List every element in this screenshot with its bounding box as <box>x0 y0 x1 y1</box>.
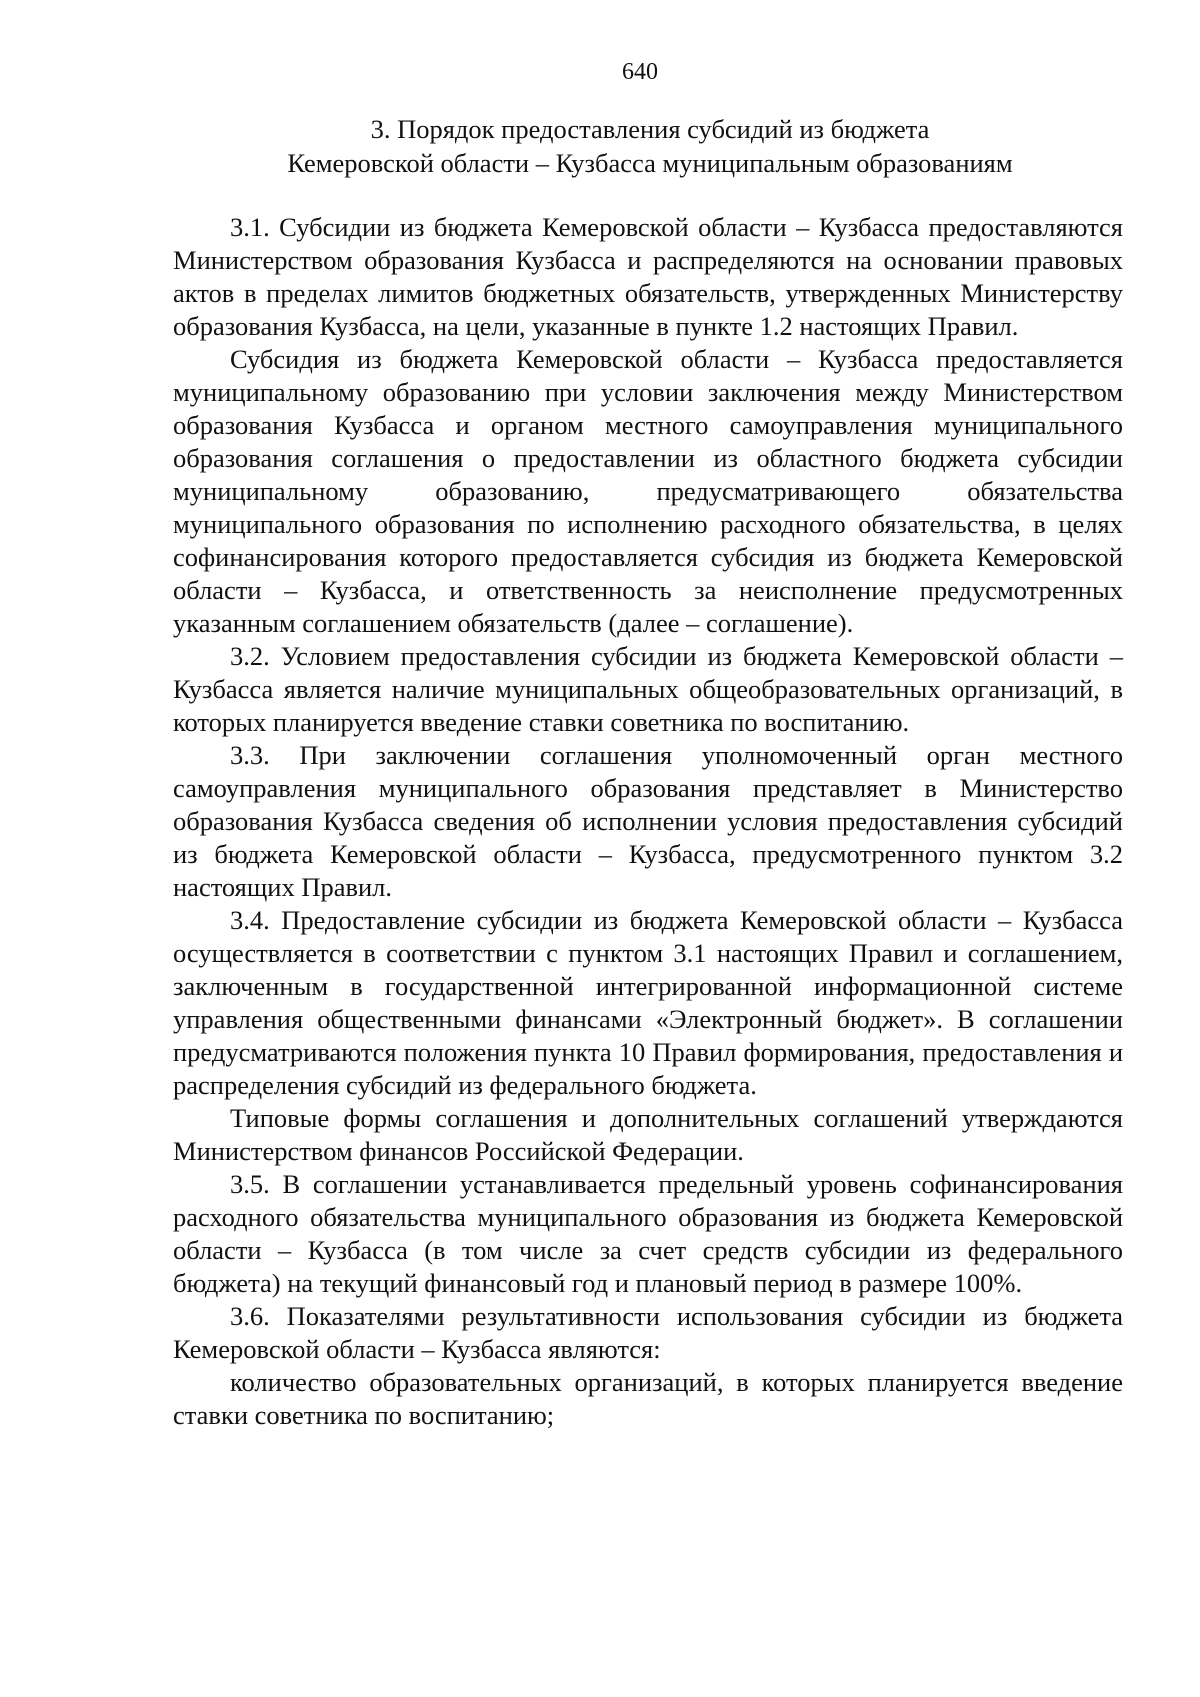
paragraph-indicator-item: количество образовательных организаций, в которых планируется введение ставки советника по воспитанию; <box>173 1367 1123 1430</box>
paragraph-subsidy-conditions: Субсидия из бюджета Кемеровской области – Кузбасса предоставляется муниципальному образованию при условии заключения между Министерством образования Кузбасса и органом местного самоуправления муниципального образования соглашения о предоставлении из областного бюджета субсидии муниципальному образованию, предусматривающего обязательства муниципального образования по исполнению расходного обязательства, в целях софинансирования которого предоставляется субсидия из бюджета Кемеровской области – Кузбасса, и ответственность за неисполнение предусмотренных указанным соглашением обязательств (далее – соглашение). <box>173 344 1123 638</box>
paragraph-3-3: 3.3. При заключении соглашения уполномоченный орган местного самоуправления муниципального образования представляет в Министерство образования Кузбасса сведения об исполнении условия предоставления субсидий из бюджета Кемеровской области – Кузбасса, предусмотренного пунктом 3.2 настоящих Правил. <box>173 740 1123 902</box>
page-number: 640 <box>622 59 658 85</box>
section-heading <box>175 112 1125 180</box>
document-body <box>173 211 1123 1432</box>
paragraph-3-1: 3.1. Субсидии из бюджета Кемеровской области – Кузбасса предоставляются Министерством образования Кузбасса и распределяются на основании правовых актов в пределах лимитов бюджетных обязательств, утвержденных Министерству образования Кузбасса, на цели, указанные в пункте 1.2 настоящих Правил. <box>173 212 1123 341</box>
paragraph-3-2: 3.2. Условием предоставления субсидии из бюджета Кемеровской области – Кузбасса является наличие муниципальных общеобразовательных организаций, в которых планируется введение ставки советника по воспитанию. <box>173 641 1123 737</box>
paragraph-3-5: 3.5. В соглашении устанавливается предельный уровень софинансирования расходного обязательства муниципального образования из бюджета Кемеровской области – Кузбасса (в том числе за счет средств субсидии из федерального бюджета) на текущий финансовый год и плановый период в размере 100%. <box>173 1169 1123 1298</box>
heading-line-1: 3. Порядок предоставления субсидий из бюджета <box>370 114 930 144</box>
paragraph-standard-forms: Типовые формы соглашения и дополнительных соглашений утверждаются Министерством финансов Российской Федерации. <box>173 1103 1123 1166</box>
paragraph-3-4: 3.4. Предоставление субсидии из бюджета Кемеровской области – Кузбасса осуществляется в соответствии с пунктом 3.1 настоящих Правил и соглашением, заключенным в государственной интегрированной информационной системе управления общественными финансами «Электронный бюджет». В соглашении предусматриваются положения пункта 10 Правил формирования, предоставления и распределения субсидий из федерального бюджета. <box>173 905 1123 1100</box>
heading-line-2: Кемеровской области – Кузбасса муниципальным образованиям <box>287 148 1013 178</box>
paragraph-3-6: 3.6. Показателями результативности использования субсидии из бюджета Кемеровской области – Кузбасса являются: <box>173 1301 1123 1364</box>
